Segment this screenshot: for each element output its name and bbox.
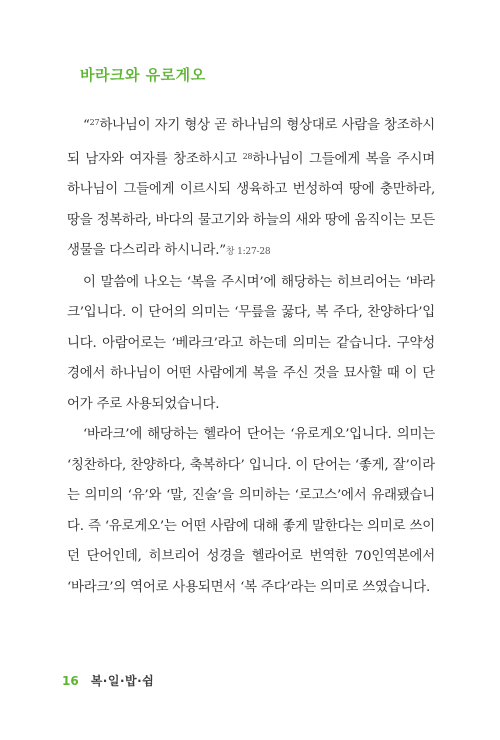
quote-text-b: 하나님이 그들에게 복을 주시며 하나님이 그들에게 이르시되 생육하고 번성하여 땅에 충만하라, 땅을 정복하라, 바다의 물고기와 하늘의 새와 땅에 움직이는 모든 생물을 다스리라 하시니라.: [67, 151, 435, 258]
paragraph-barak: 이 말씀에 나오는 ‘복을 주시며’에 해당하는 히브리어는 ‘바라크’입니다. 이 단어의 의미는 ‘무릎을 꿇다, 복 주다, 찬양하다’입니다. 아람어로는 ‘베라크’라고 하는데 의미는 같습니다. 구약성경에서 하나님이 어떤 사람에게 복을 주신 것을 묘사할 때 이 단어가 주로 사용되었습니다.: [67, 274, 435, 412]
book-title: 복·일·밥·쉼: [90, 674, 155, 688]
paragraph-eulogeo: ‘바라크’에 해당하는 헬라어 단어는 ‘유로게오’입니다. 의미는 ‘칭찬하다, 찬양하다, 축복하다’ 입니다. 이 단어는 ‘좋게, 잘’이라는 의미의 ‘유’와 ‘말, 진술’을 의미하는 ‘로고스’에서 유래됐습니다. 즉 ‘유로게오’는 어떤 사람에 대해 좋게 말한다는 의미로 쓰이던 단어인데, 히브리어 성경을 헬라어로 번역한 70인역본에서 ‘바라크’의 역어로 사용되면서 ‘복 주다’라는 의미로 쓰였습니다.: [67, 427, 435, 595]
quote-close-mark: ”: [219, 243, 226, 258]
scripture-reference: 창 1:27-28: [225, 247, 271, 257]
verse-number-28: 28: [242, 151, 253, 161]
page-number: 16: [62, 674, 79, 688]
section-title: 바라크와 유로게오: [80, 66, 206, 84]
quote-text-a: 하나님이 자기 형상 곧 하나님의 형상대로 사람을 창조하시되 남자와 여자를 창조하시고: [67, 118, 435, 167]
verse-number-27: 27: [89, 118, 100, 127]
body-text: [67, 108, 435, 603]
page-footer: [62, 672, 154, 689]
quote-open-mark: “: [83, 118, 90, 133]
scripture-quote: [67, 108, 435, 268]
